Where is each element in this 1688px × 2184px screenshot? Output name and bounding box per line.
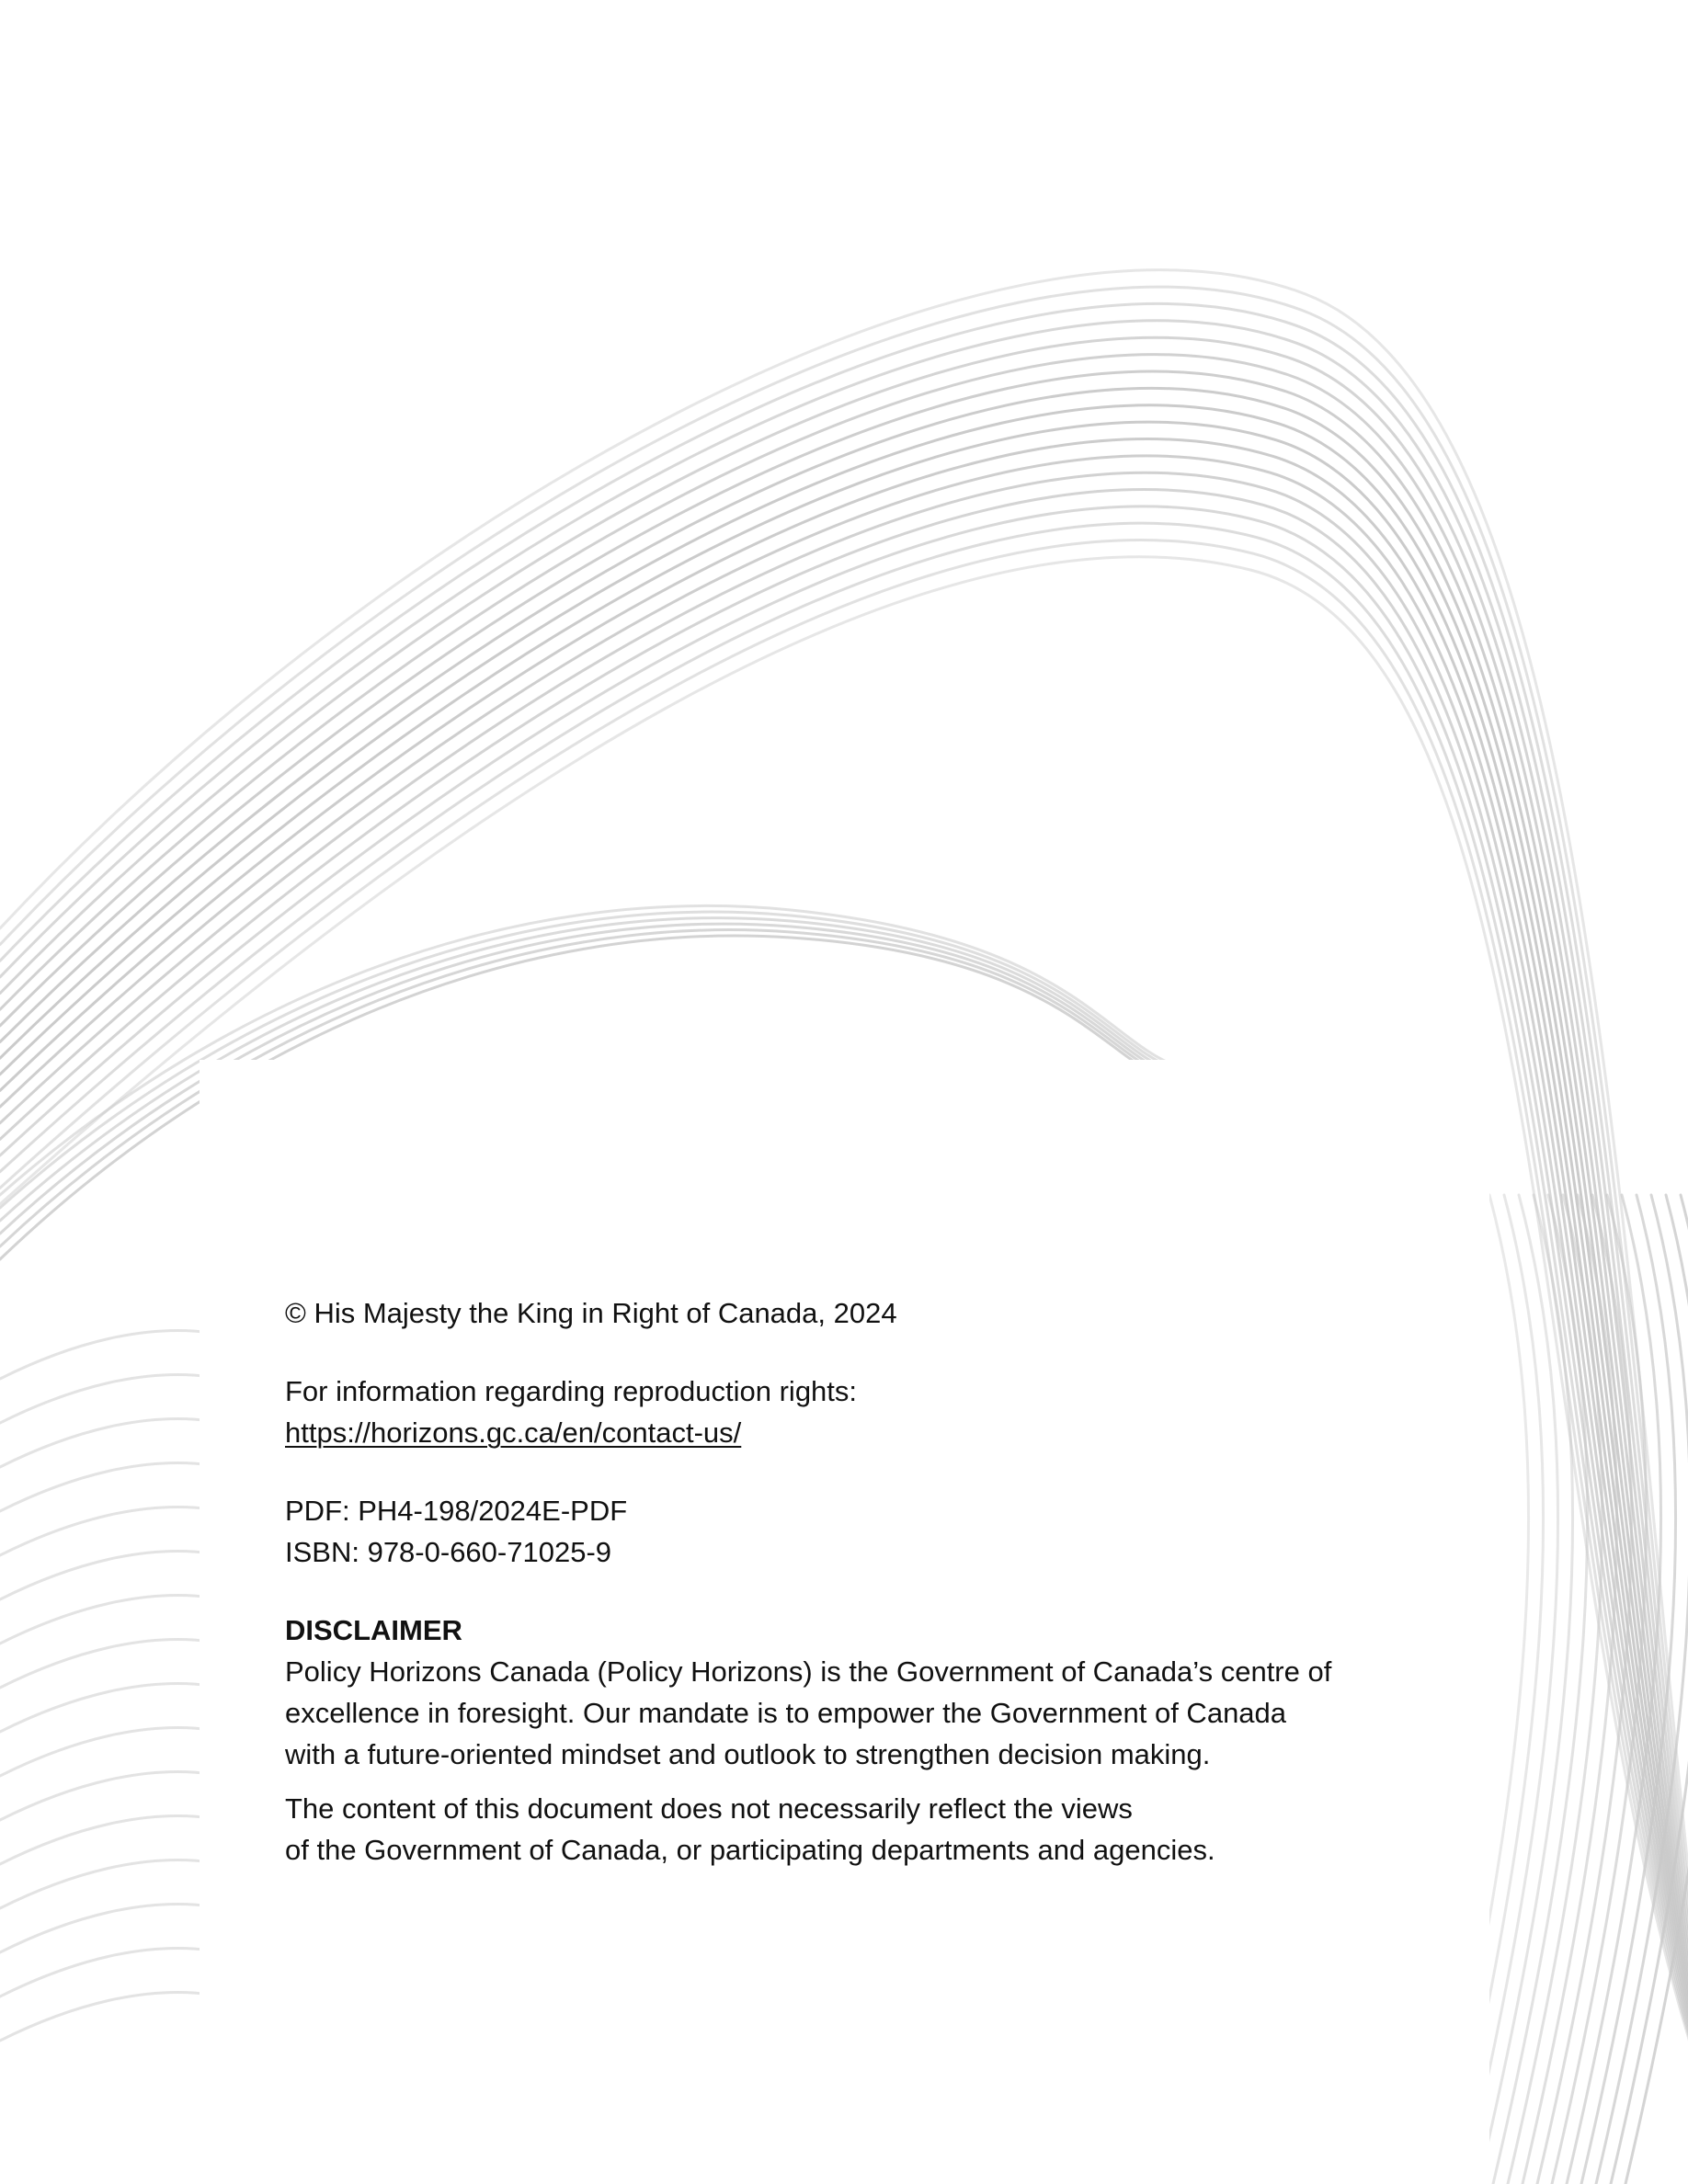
colophon-panel — [200, 1060, 1489, 2184]
disclaimer-paragraph-1-line-1: Policy Horizons Canada (Policy Horizons) is the Government of Canada’s centre of — [285, 1655, 1332, 1688]
lower-left-wave-line-4 — [0, 1507, 211, 1555]
pdf-catalogue-number: PDF: PH4-198/2024E-PDF — [285, 1495, 628, 1527]
disclaimer-heading: DISCLAIMER — [285, 1614, 462, 1646]
copyright-line: © His Majesty the King in Right of Canada, 2024 — [285, 1297, 897, 1329]
lower-left-wave-line-2 — [0, 1418, 211, 1467]
lower-left-wave-line-3 — [0, 1462, 211, 1511]
lower-left-wave-line-7 — [0, 1639, 211, 1688]
lower-left-wave-line-1 — [0, 1374, 211, 1423]
lower-left-wave-line-14 — [0, 1948, 211, 1996]
lower-left-wave-line-11 — [0, 1815, 211, 1864]
lower-left-wave-line-12 — [0, 1860, 211, 1908]
disclaimer-paragraph-2-line-1: The content of this document does not necessarily reflect the views — [285, 1792, 1133, 1825]
lower-left-wave-line-10 — [0, 1771, 211, 1820]
lower-left-wave-line-15 — [0, 1992, 211, 2041]
lower-left-wave-line-5 — [0, 1551, 211, 1599]
lower-left-wave-line-9 — [0, 1727, 211, 1776]
disclaimer-paragraph-1-line-3: with a future-oriented mindset and outlook to strengthen decision making. — [285, 1738, 1211, 1770]
colophon-content — [285, 1292, 1434, 1871]
lower-left-wave-line-13 — [0, 1904, 211, 1952]
lower-left-wave-line-8 — [0, 1683, 211, 1732]
lower-left-wave-line-6 — [0, 1595, 211, 1644]
disclaimer-paragraph-1-line-2: excellence in foresight. Our mandate is to empower the Government of Canada — [285, 1697, 1287, 1729]
disclaimer-paragraph-2-line-2: of the Government of Canada, or participating departments and agencies. — [285, 1834, 1215, 1866]
isbn-number: ISBN: 978-0-660-71025-9 — [285, 1536, 612, 1568]
lower-left-wave-line-0 — [0, 1330, 211, 1379]
contact-us-link[interactable]: https://horizons.gc.ca/en/contact-us/ — [285, 1416, 742, 1449]
reproduction-rights-label: For information regarding reproduction rights: — [285, 1375, 858, 1407]
